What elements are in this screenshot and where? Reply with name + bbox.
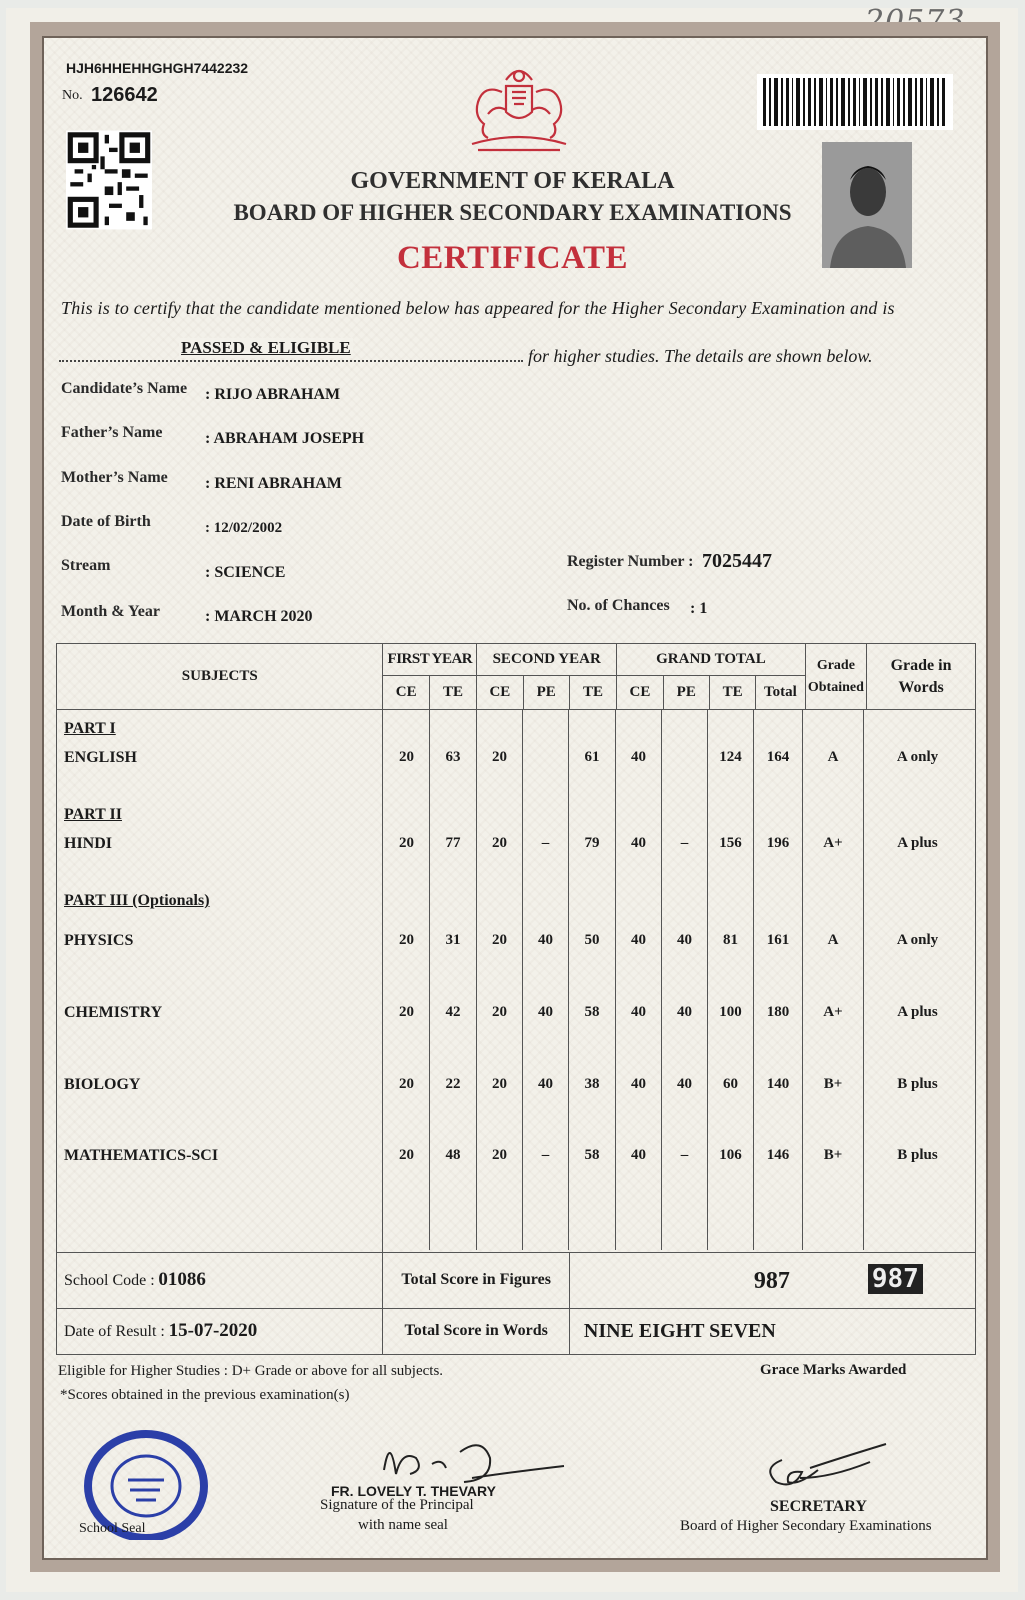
header-pe: PE [663, 676, 709, 710]
school-code-label: School Code : [64, 1272, 155, 1290]
mark-cell: 58 [584, 1004, 600, 1021]
mark-cell: 20 [491, 835, 507, 852]
eligibility-note: Eligible for Higher Studies : D+ Grade or above for all subjects. [58, 1363, 444, 1379]
mark-cell: 50 [584, 932, 600, 949]
stream-value: : SCIENCE [205, 564, 286, 581]
mark-cell: 100 [719, 1004, 742, 1021]
mother-name-label: Mother’s Name [61, 469, 168, 486]
mark-cell: 63 [445, 749, 461, 766]
mark-cell: 42 [445, 1004, 461, 1021]
mark-cell: 20 [491, 1076, 507, 1093]
header-ce: CE [477, 676, 523, 710]
mark-cell: 40 [537, 932, 553, 949]
mark-cell: – [680, 835, 689, 852]
cert-number-label: No. [62, 88, 83, 103]
grade-words-cell: A only [896, 749, 939, 766]
subject-name: PHYSICS [64, 932, 134, 950]
part-heading: PART I [64, 720, 116, 738]
register-number: 7025447 [702, 550, 772, 572]
register-number-label: Register Number : [567, 553, 694, 570]
column-divider [429, 710, 430, 1250]
marks-table [56, 643, 976, 1355]
mark-cell: 81 [722, 932, 738, 949]
header-government: GOVERNMENT OF KERALA [350, 168, 675, 194]
further-statement: for higher studies. The details are shown below. [528, 346, 873, 366]
mark-cell: 40 [676, 932, 692, 949]
grade-words-cell: A only [896, 932, 939, 949]
certify-statement: This is to certify that the candidate mentioned below has appeared for the Higher Secondary Examination and is [61, 298, 895, 318]
part-heading: PART III (Optionals) [64, 892, 210, 910]
column-divider [476, 710, 477, 1250]
mark-cell: 180 [766, 1004, 790, 1021]
subject-name: HINDI [64, 835, 113, 853]
school-code: 01086 [158, 1269, 206, 1291]
marks-grid [383, 710, 975, 1250]
school-code-cell [57, 1252, 383, 1308]
grade-words-cell: A plus [897, 1004, 938, 1021]
mark-cell: 58 [584, 1147, 600, 1164]
mark-cell: – [541, 835, 550, 852]
mark-cell: 40 [630, 1004, 646, 1021]
total-figures-cell [569, 1252, 975, 1308]
mark-cell: 156 [719, 835, 742, 852]
header-ce: CE [617, 676, 663, 710]
board-label: Board of Higher Secondary Examinations [680, 1518, 932, 1534]
header-grade-words: Grade in Words [867, 644, 976, 710]
grade-cell: A [827, 932, 839, 949]
chances-value: : 1 [690, 600, 708, 617]
mark-cell: – [680, 1147, 689, 1164]
month-year-label: Month & Year [61, 603, 160, 620]
dob-value: : 12/02/2002 [205, 520, 283, 536]
column-divider [707, 710, 708, 1250]
mark-cell: 60 [722, 1076, 738, 1093]
candidate-name: : RIJO ABRAHAM [205, 386, 341, 403]
chances-label: No. of Chances [567, 597, 670, 614]
subject-name: CHEMISTRY [64, 1004, 163, 1022]
column-divider [661, 710, 662, 1250]
total-words: NINE EIGHT SEVEN [569, 1308, 975, 1354]
result-date-label: Date of Result : [64, 1323, 165, 1341]
result-date: 15-07-2020 [168, 1320, 258, 1342]
header-ce: CE [383, 676, 429, 710]
mark-cell: 20 [491, 1004, 507, 1021]
mark-cell: 161 [766, 932, 790, 949]
header-board: BOARD OF HIGHER SECONDARY EXAMINATIONS [233, 200, 792, 225]
grade-cell: A+ [823, 1004, 843, 1021]
mark-cell: 40 [630, 1147, 646, 1164]
mark-cell: 140 [766, 1076, 790, 1093]
mark-cell: 20 [398, 1076, 414, 1093]
mark-cell: 164 [766, 749, 790, 766]
total-figures: 987 [753, 1267, 790, 1294]
header-te: TE [709, 676, 755, 710]
mark-cell: 20 [398, 1147, 414, 1164]
name-seal-label: with name seal [358, 1517, 448, 1533]
serial-code: HJH6HHEHHGHGH7442232 [66, 60, 249, 76]
mark-cell: 20 [491, 749, 507, 766]
principal-name: FR. LOVELY T. THEVARY [331, 1483, 496, 1499]
mark-cell: 20 [491, 1147, 507, 1164]
result-status: PASSED & ELIGIBLE [181, 338, 351, 357]
total-figures-label: Total Score in Figures [383, 1252, 569, 1308]
header-first-year: FIRST YEAR [383, 644, 477, 676]
mark-cell: 20 [398, 932, 414, 949]
grade-words-cell: A plus [897, 835, 938, 852]
stream-label: Stream [61, 557, 111, 574]
header-pe: PE [523, 676, 569, 710]
mark-cell: 20 [398, 749, 414, 766]
mark-cell: 40 [630, 835, 646, 852]
mark-cell: 40 [537, 1076, 553, 1093]
mark-cell: 40 [676, 1076, 692, 1093]
total-words-label: Total Score in Words [383, 1308, 569, 1354]
column-divider [753, 710, 754, 1250]
column-divider [802, 710, 803, 1250]
column-divider [522, 710, 523, 1250]
month-year-value: : MARCH 2020 [205, 608, 313, 625]
mark-cell: 31 [445, 932, 461, 949]
mother-name: : RENI ABRAHAM [205, 475, 342, 492]
mark-cell: 106 [719, 1147, 742, 1164]
subject-name: ENGLISH [64, 749, 137, 767]
barcode-icon [757, 74, 953, 130]
header-total: Total [756, 676, 805, 710]
mark-cell: 124 [719, 749, 742, 766]
header-te: TE [569, 676, 616, 710]
certificate-title: CERTIFICATE [396, 240, 629, 276]
header-subjects: SUBJECTS [57, 644, 383, 710]
mark-cell: 48 [445, 1147, 461, 1164]
secretary-signature [760, 1438, 890, 1494]
mark-cell: 40 [630, 749, 646, 766]
father-name: : ABRAHAM JOSEPH [205, 430, 365, 447]
subject-name: BIOLOGY [64, 1076, 141, 1094]
column-divider [615, 710, 616, 1250]
grade-cell: A [827, 749, 839, 766]
mark-cell: 20 [491, 932, 507, 949]
mark-cell: 20 [398, 835, 414, 852]
mark-cell: 40 [676, 1004, 692, 1021]
grade-words-cell: B plus [897, 1147, 938, 1164]
candidate-name-label: Candidate’s Name [61, 380, 188, 397]
cert-number: 126642 [91, 84, 158, 106]
grade-cell: B+ [823, 1147, 843, 1164]
mark-cell: 196 [766, 835, 790, 852]
mark-cell: 146 [766, 1147, 790, 1164]
mark-cell: 40 [537, 1004, 553, 1021]
grade-cell: B+ [823, 1076, 843, 1093]
mark-cell: 79 [584, 835, 600, 852]
kerala-emblem-icon [462, 58, 576, 154]
mark-cell: 77 [445, 835, 461, 852]
header-grand-total: GRAND TOTAL [617, 644, 805, 676]
principal-signature-label: Signature of the Principal [320, 1497, 474, 1513]
mark-cell: 40 [630, 1076, 646, 1093]
part-heading: PART II [64, 806, 122, 824]
header-second-year: SECOND YEAR [477, 644, 617, 676]
header-grade: Grade Obtained [805, 644, 866, 710]
grade-cell: A+ [823, 835, 843, 852]
previous-note: *Scores obtained in the previous examination(s) [60, 1387, 350, 1403]
subject-name: MATHEMATICS-SCI [64, 1147, 219, 1165]
secretary-label: SECRETARY [770, 1498, 867, 1515]
mark-cell: 40 [630, 932, 646, 949]
column-divider [568, 710, 569, 1250]
mark-cell: 20 [398, 1004, 414, 1021]
mark-cell: 38 [584, 1076, 600, 1093]
school-seal-label: School Seal [79, 1521, 146, 1536]
header-te: TE [429, 676, 476, 710]
father-name-label: Father’s Name [61, 424, 163, 441]
mark-cell: 61 [584, 749, 600, 766]
dob-label: Date of Birth [61, 513, 151, 530]
column-divider [863, 710, 864, 1250]
mark-cell: – [541, 1147, 550, 1164]
grace-marks-label: Grace Marks Awarded [760, 1362, 907, 1378]
grade-words-cell: B plus [897, 1076, 938, 1093]
total-stamp: 987 [868, 1264, 923, 1294]
result-date-cell [57, 1308, 383, 1354]
mark-cell: 22 [445, 1076, 461, 1093]
